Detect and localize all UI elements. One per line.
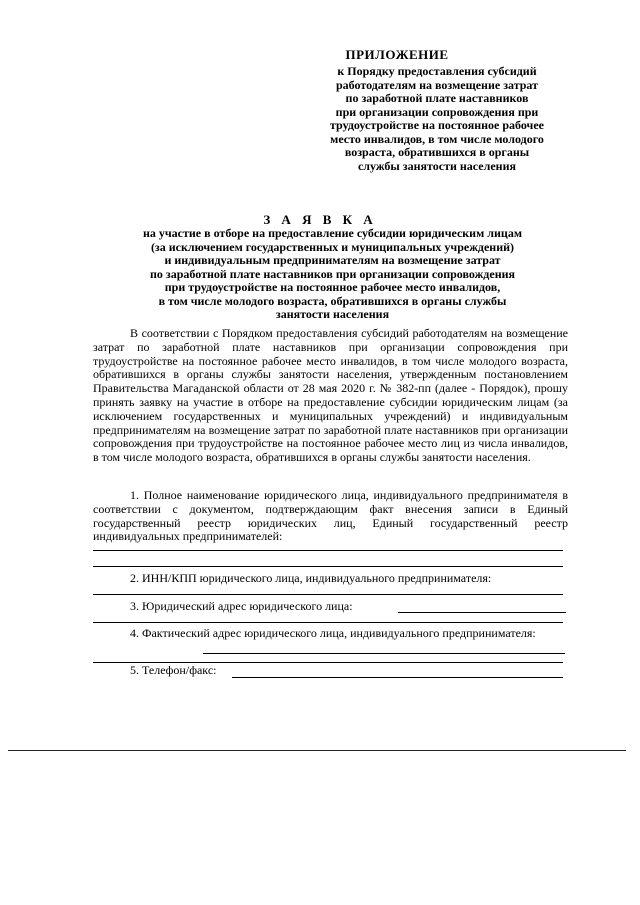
item-actual-address-label: 4. Фактический адрес юридического лица, индивидуального предпринимателя: [130, 626, 536, 640]
subtitle-line: (за исключением государственных и муниципальных учреждений) [150, 239, 515, 254]
item-legal-address-field-line-2[interactable] [93, 622, 563, 623]
item-phone-fax-field-line[interactable] [232, 677, 563, 678]
item-full-name-field-line-2[interactable] [93, 566, 563, 567]
appendix-line: службы занятости населения [357, 158, 516, 173]
intro-paragraph: В соответствии с Порядком предоставления субсидий работодателям на возмещение затрат по заработной плате наставников при организации сопровождения при трудоустройстве на постоянное рабочее место инвалидов, в том числе молодого возраста, обратившихся в органы службы занятости населения, утвержденным постановлением Правительства Магаданской области от 28 мая 2020 г. № 382-пп (далее - Порядок), прошу принять заявку на участие в отборе на предоставление субсидии юридическим лицам (за исключением государственных и муниципальных учреждений) и индивидуальным предпринимателям на возмещение затрат по заработной плате наставников при организации сопровождения при трудоустройстве на постоянное рабочее место лиц из числа инвалидов, в том числе молодого возраста, обратившихся в органы службы занятости населения. [93, 326, 568, 465]
application-title: З А Я В К А [263, 212, 377, 227]
subtitle-line: занятости населения [275, 307, 390, 321]
subtitle-line: и индивидуальным предпринимателям на возмещение затрат [164, 253, 501, 267]
item-full-name-field-line-1[interactable] [93, 550, 563, 551]
item-legal-address-field-line-1[interactable] [398, 612, 566, 613]
application-subtitle [95, 227, 570, 322]
appendix-line: по заработной плате наставников [345, 91, 529, 105]
item-actual-address-field-line-1[interactable] [203, 653, 565, 654]
subtitle-line: на участие в отборе на предоставление субсидии юридическим лицам [142, 226, 523, 240]
appendix-line: трудоустройстве на постоянное рабочее [330, 118, 544, 132]
subtitle-line: в том числе молодого возраста, обратившихся в органы службы [158, 293, 507, 308]
item-legal-address-label: 3. Юридический адрес юридического лица: [130, 599, 353, 613]
item-inn-kpp-label: 2. ИНН/КПП юридического лица, индивидуального предпринимателя: [130, 571, 492, 585]
subtitle-line: по заработной плате наставников при организации сопровождения [149, 266, 516, 281]
subtitle-line: при трудоустройстве на постоянное рабочее место инвалидов, [164, 280, 501, 294]
page-bottom-rule [8, 750, 626, 751]
appendix-reference [292, 65, 582, 173]
appendix-line: к Порядку предоставления субсидий [337, 64, 537, 78]
appendix-line: при организации сопровождения при [335, 104, 539, 119]
appendix-title: ПРИЛОЖЕНИЕ [345, 47, 449, 62]
appendix-line: возраста, обратившихся в органы [344, 145, 530, 159]
appendix-line: место инвалидов, в том числе молодого [330, 131, 544, 146]
appendix-line: работодателям на возмещение затрат [335, 77, 538, 92]
item-inn-kpp-field-line[interactable] [93, 594, 563, 595]
item-phone-fax-label: 5. Телефон/факс: [130, 663, 217, 677]
item-full-name-label: 1. Полное наименование юридического лица, индивидуального предпринимателя в соответствии с документом, подтверждающим факт внесения записи в Единый государственный реестр юридических лиц, Единый государственный реестр индивидуальных предпринимателей: [93, 488, 568, 544]
